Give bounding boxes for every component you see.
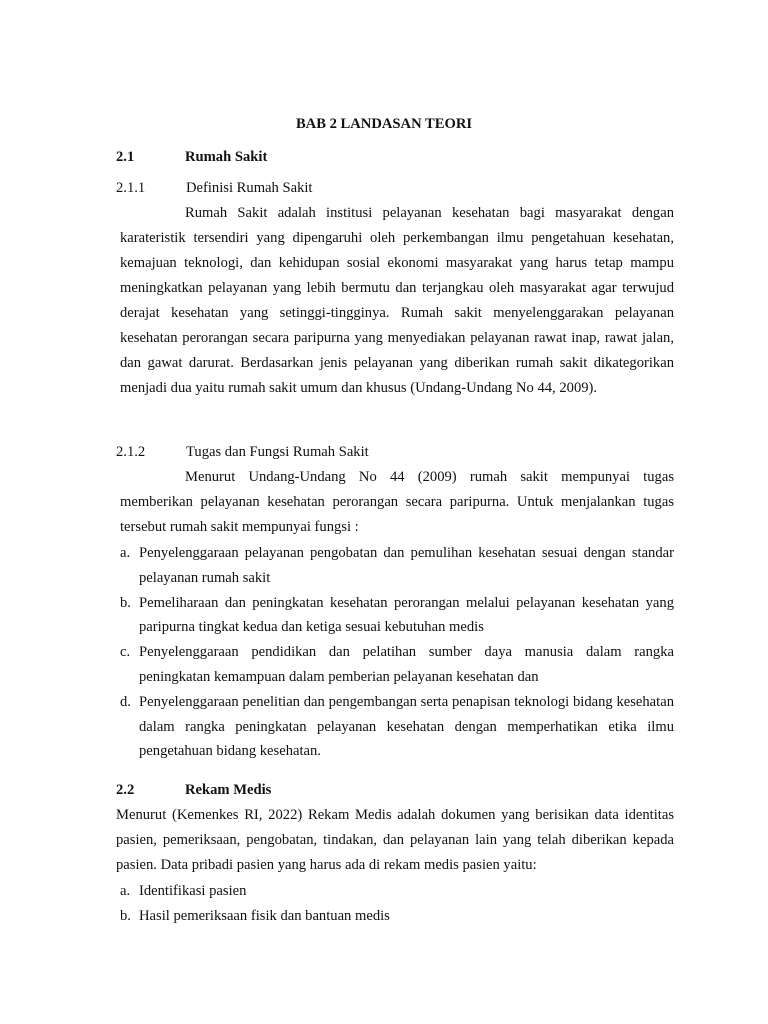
subsection-number: 2.1.2: [116, 444, 146, 460]
list-marker: a.: [120, 545, 131, 561]
list-item: [120, 690, 674, 764]
list-item-text: Identifikasi pasien: [139, 883, 247, 899]
subsection-title: Tugas dan Fungsi Rumah Sakit: [186, 444, 369, 460]
chapter-title: BAB 2 LANDASAN TEORI: [295, 116, 473, 132]
list-item-text: Penyelenggaraan pendidikan dan pelatihan sumber daya manusia dalam rangka peningkatan kemampuan dalam pemberian pelayanan kesehatan dan: [139, 644, 674, 685]
medical-record-paragraph: Menurut (Kemenkes RI, 2022) Rekam Medis adalah dokumen yang berisikan data identitas pasien, pemeriksaan, pengobatan, tindakan, dan pelayanan lain yang telah diberikan kepada pasien. Data pribadi pasien yang harus ada di rekam medis pasien yaitu:: [116, 807, 674, 873]
section-heading-2-2: [116, 782, 271, 799]
list-item-text: Pemeliharaan dan peningkatan kesehatan perorangan melalui pelayanan kesehatan yang paripurna tingkat kedua dan ketiga sesuai kebutuhan medis: [139, 594, 674, 636]
section-number: 2.1: [116, 149, 135, 165]
list-item-text: Penyelenggaraan penelitian dan pengembangan serta penapisan teknologi bidang kesehatan dalam rangka peningkatan pelayanan kesehatan dengan memperhatikan etika ilmu pengetahuan bidang kesehatan.: [139, 693, 674, 760]
functions-list: [120, 541, 674, 764]
subsection-heading-2-1-2: [116, 444, 369, 461]
subsection-heading-2-1-1: [116, 180, 312, 197]
list-item: [120, 541, 674, 591]
list-item-text: Penyelenggaraan pelayanan pengobatan dan pemulihan kesehatan sesuai dengan standar pelayanan rumah sakit: [139, 545, 674, 586]
list-item: [120, 591, 674, 641]
section-heading-2-1: [116, 149, 267, 166]
section-title: Rekam Medis: [185, 782, 272, 798]
list-item-text: Hasil pemeriksaan fisik dan bantuan medis: [139, 907, 390, 924]
list-marker: c.: [120, 644, 131, 661]
definition-paragraph: Rumah Sakit adalah institusi pelayanan kesehatan bagi masyarakat dengan karateristik tersendiri yang dipengaruhi oleh perkembangan ilmu pengetahuan kesehatan, kemajuan teknologi, dan kehidupan sosial ekonomi masyarakat yang harus tetap mampu meningkatkan pelayanan yang lebih bermutu dan terjangkau oleh masyarakat agar terwujud derajat kesehatan yang setinggi-tingginya. Rumah sakit menyelenggarakan pelayanan kesehatan perorangan secara paripurna yang menyediakan pelayanan rawat inap, rawat jalan, dan gawat darurat. Berdasarkan jenis pelayanan yang diberikan rumah sakit dikategorikan menjadi dua yaitu rumah sakit umum dan khusus (Undang-Undang No 44, 2009).: [120, 205, 674, 396]
section-number: 2.2: [116, 782, 135, 798]
list-item: [120, 640, 674, 690]
list-marker: d.: [120, 693, 131, 710]
list-marker: b.: [120, 594, 131, 611]
section-title: Rumah Sakit: [185, 149, 268, 165]
functions-intro-paragraph: Menurut Undang-Undang No 44 (2009) rumah sakit mempunyai tugas memberikan pelayanan kesehatan perorangan secara paripurna. Untuk menjalankan tugas tersebut rumah sakit mempunyai fungsi :: [120, 469, 674, 535]
subsection-title: Definisi Rumah Sakit: [186, 180, 313, 196]
list-item: [120, 904, 674, 929]
list-marker: b.: [120, 907, 131, 924]
list-marker: a.: [120, 883, 131, 899]
patient-data-list: [120, 879, 674, 929]
subsection-number: 2.1.1: [116, 180, 146, 196]
list-item: [120, 879, 674, 904]
